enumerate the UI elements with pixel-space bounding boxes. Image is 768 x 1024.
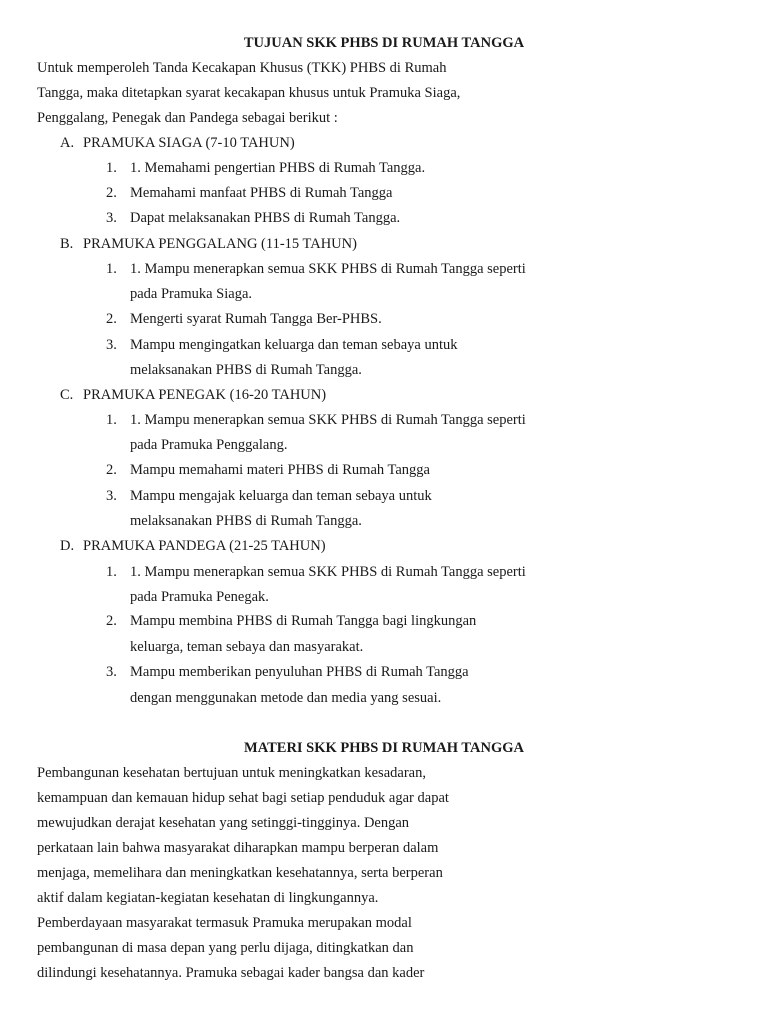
list-item-text-continued: pada Pramuka Penggalang. [130,437,288,453]
list-item-text-continued: keluarga, teman sebaya dan masyarakat. [130,639,364,655]
list-item-number: 3. [106,210,117,226]
body-line: mewujudkan derajat kesehatan yang setinggi-tingginya. Dengan [37,815,410,831]
section-marker: B. [60,236,74,252]
intro-line: Untuk memperoleh Tanda Kecakapan Khusus (TKK) PHBS di Rumah [37,60,447,76]
list-item-text: Mampu mengingatkan keluarga dan teman sebaya untuk [130,337,458,353]
list-item-text: 1. Mampu menerapkan semua SKK PHBS di Rumah Tangga seperti [130,412,526,428]
intro-line: Penggalang, Penegak dan Pandega sebagai berikut : [37,110,338,126]
list-item-text: 1. Mampu menerapkan semua SKK PHBS di Rumah Tangga seperti [130,564,526,580]
list-item-text-continued: dengan menggunakan metode dan media yang sesuai. [130,690,442,706]
section-marker: C. [60,387,74,403]
body-line: perkataan lain bahwa masyarakat diharapkan mampu berperan dalam [37,840,439,856]
body-line: Pembangunan kesehatan bertujuan untuk meningkatkan kesadaran, [37,765,426,781]
section-marker: A. [60,135,75,151]
list-item-number: 2. [106,462,117,478]
list-item-number: 2. [106,311,117,327]
body-line: dilindungi kesehatannya. Pramuka sebagai kader bangsa dan kader [37,965,425,981]
list-item-text-continued: melaksanakan PHBS di Rumah Tangga. [130,513,362,529]
list-item-number: 3. [106,664,117,680]
body-line: Pemberdayaan masyarakat termasuk Pramuka merupakan modal [37,915,412,931]
section-heading-penggalang: PRAMUKA PENGGALANG (11-15 TAHUN) [83,236,357,252]
section-marker: D. [60,538,75,554]
list-item-text: Mengerti syarat Rumah Tangga Ber-PHBS. [130,311,382,327]
document-title-tujuan: TUJUAN SKK PHBS DI RUMAH TANGGA [243,35,525,51]
list-item-text-continued: melaksanakan PHBS di Rumah Tangga. [130,362,362,378]
list-item-number: 1. [106,160,117,176]
list-item-text-continued: pada Pramuka Penegak. [130,589,269,605]
list-item-text: Mampu memberikan penyuluhan PHBS di Rumah Tangga [130,664,469,680]
list-item-number: 1. [106,412,117,428]
list-item-number: 3. [106,488,117,504]
section-heading-penegak: PRAMUKA PENEGAK (16-20 TAHUN) [83,387,327,403]
list-item-text: Mampu memahami materi PHBS di Rumah Tangga [130,462,430,478]
list-item-text: Mampu mengajak keluarga dan teman sebaya untuk [130,488,432,504]
list-item-text: Mampu membina PHBS di Rumah Tangga bagi lingkungan [130,613,477,629]
section-heading-pandega: PRAMUKA PANDEGA (21-25 TAHUN) [83,538,326,554]
list-item-text: Memahami manfaat PHBS di Rumah Tangga [130,185,393,201]
body-line: pembangunan di masa depan yang perlu dijaga, ditingkatkan dan [37,940,414,956]
list-item-number: 2. [106,185,117,201]
section-heading-siaga: PRAMUKA SIAGA (7-10 TAHUN) [83,135,295,151]
list-item-text: Dapat melaksanakan PHBS di Rumah Tangga. [130,210,401,226]
list-item-number: 3. [106,337,117,353]
list-item-number: 2. [106,613,117,629]
list-item-number: 1. [106,261,117,277]
document-title-materi: MATERI SKK PHBS DI RUMAH TANGGA [244,740,524,756]
list-item-text: 1. Memahami pengertian PHBS di Rumah Tangga. [130,160,426,176]
list-item-number: 1. [106,564,117,580]
body-line: aktif dalam kegiatan-kegiatan kesehatan di lingkungannya. [37,890,379,906]
list-item-text-continued: pada Pramuka Siaga. [130,286,253,302]
list-item-text: 1. Mampu menerapkan semua SKK PHBS di Rumah Tangga seperti [130,261,526,277]
body-line: menjaga, memelihara dan meningkatkan kesehatannya, serta berperan [37,865,443,881]
body-line: kemampuan dan kemauan hidup sehat bagi setiap penduduk agar dapat [37,790,449,806]
intro-line: Tangga, maka ditetapkan syarat kecakapan khusus untuk Pramuka Siaga, [37,85,461,101]
